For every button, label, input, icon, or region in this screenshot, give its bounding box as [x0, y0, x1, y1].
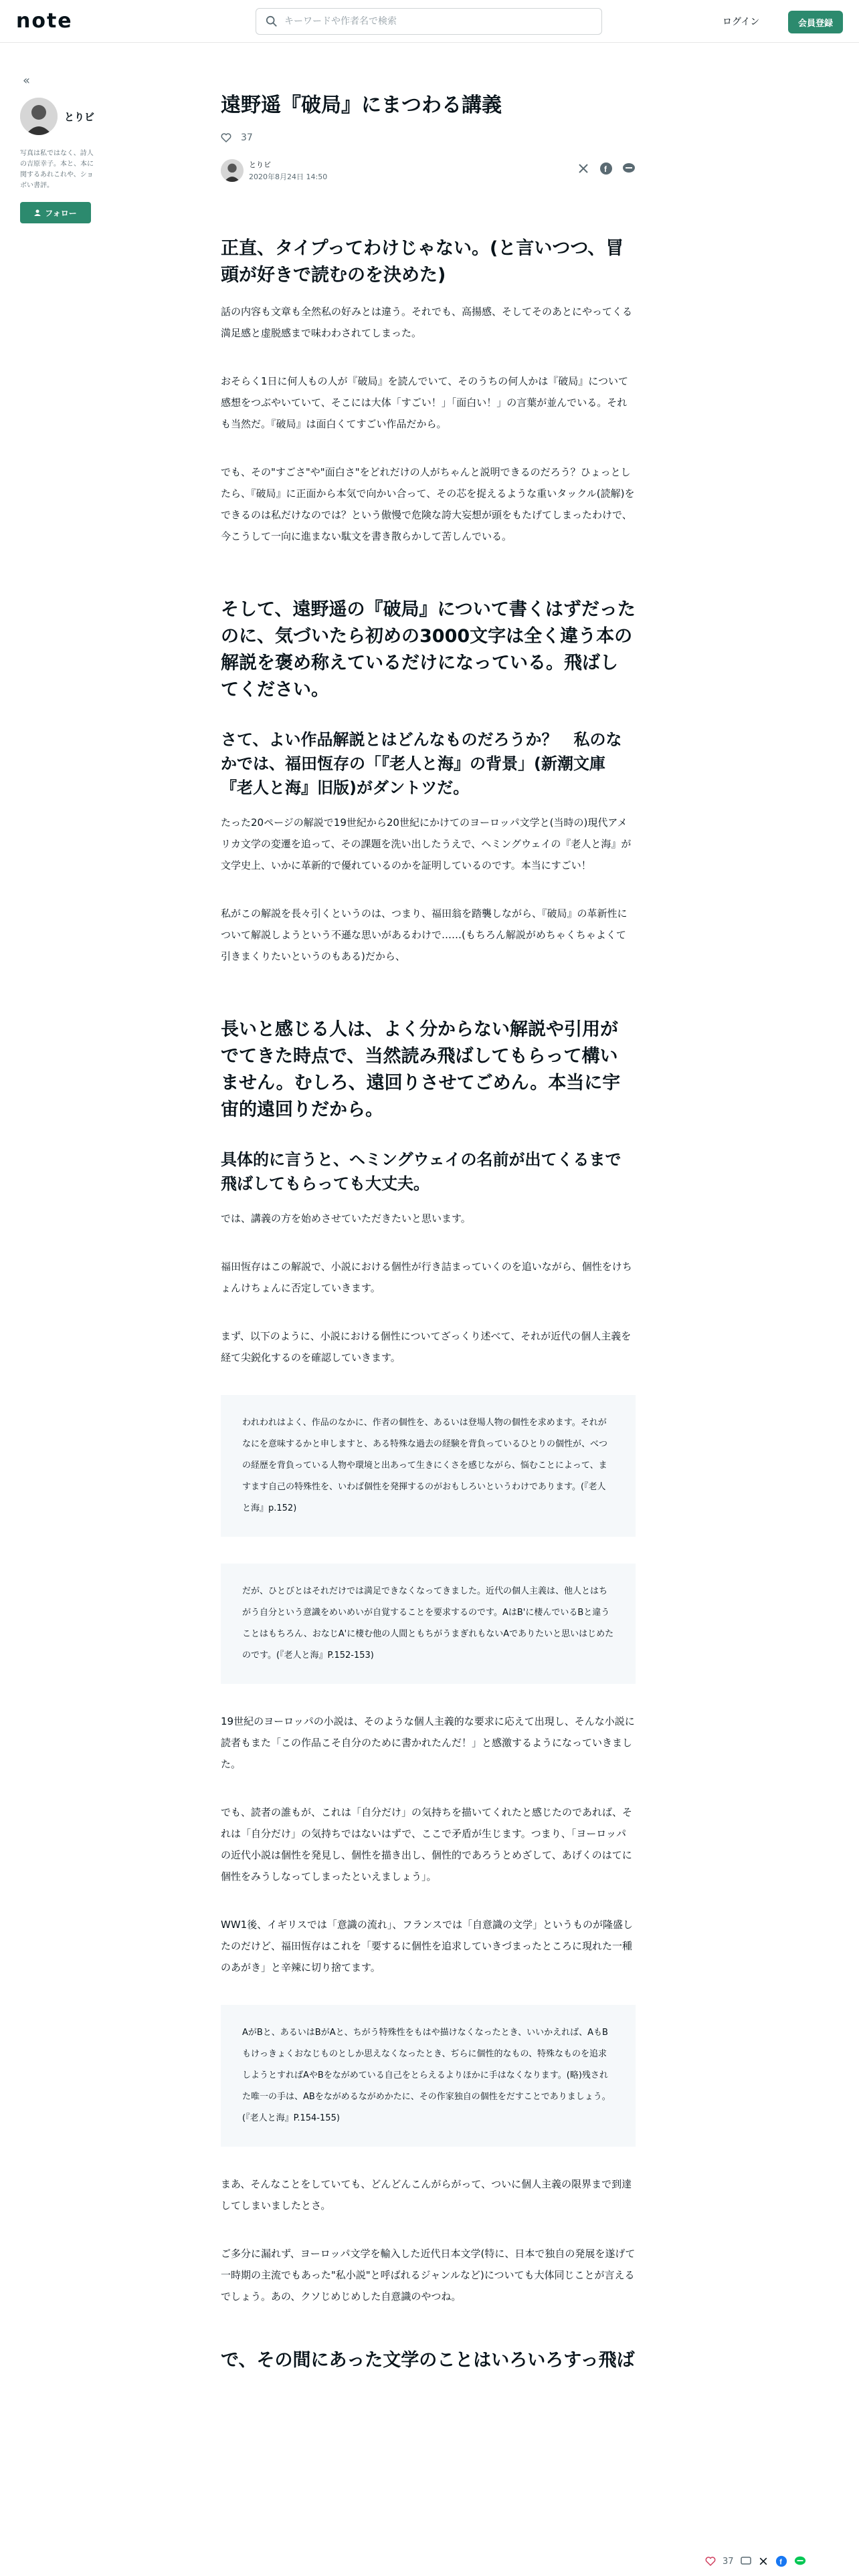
paragraph: 福田恆存はこの解説で、小説における個性が行き詰まっていくのを追いながら、個性をけちょんけちょんに否定していきます。	[221, 1261, 632, 1294]
comment-icon[interactable]	[741, 2556, 751, 2567]
x-share-icon[interactable]	[577, 162, 590, 175]
like-count: 37	[241, 132, 253, 143]
heart-icon[interactable]	[221, 132, 231, 143]
site-header	[0, 0, 859, 43]
paragraph: まず、以下のように、小説における個性についてざっくり述べて、それが近代の個人主義を経て尖鋭化するのを確認していきます。	[221, 1330, 632, 1364]
post-date: 2020年8月24日 14:50	[249, 173, 328, 181]
paragraph: WW1後、イギリスでは「意識の流れ」、フランスでは「自意識の文学」というものが隆盛したのだけど、福田恆存はこれを「要するに個性を追求していきづまったところに現れた一種のあがき」と辛辣に切り捨てます。	[221, 1919, 633, 1973]
paragraph: 19世紀のヨーロッパの小説は、そのような個人主義的な要求に応えて出現し、そんな小説に読者もまた「この作品こそ自分のために書かれたんだ！」と感激するようになっていきました。	[221, 1715, 635, 1770]
collapse-sidebar-icon[interactable]: «	[23, 74, 31, 88]
share-buttons	[577, 162, 636, 175]
search-box[interactable]	[256, 8, 602, 35]
blockquote: だが、ひとびとはそれだけでは満足できなくなってきました。近代の個人主義は、他人とはちがう自分という意識をめいめいが自覚することを要求するのです。AはB'に棲んでいるBと違うことはもちろん、おなじA'に棲む他の人間ともちがうまぎれもないAでありたいと思いはじめたのです。(『老人と海』P.152-153)	[221, 1564, 636, 1684]
note-logo[interactable]: note	[16, 9, 73, 33]
paragraph: では、講義の方を始めさせていただきたいと思います。	[221, 1212, 471, 1224]
paragraph: まあ、そんなことをしていても、どんどんこんがらがって、ついに個人主義の限界まで到達してしまいましたとさ。	[221, 2178, 632, 2212]
x-share-icon[interactable]	[758, 2556, 769, 2567]
paragraph: たった20ページの解説で19世紀から20世紀にかけてのヨーロッパ文学と(当時の)現代アメリカ文学の変遷を追って、その課題を洗い出したうえで、ヘミングウェイの『老人と海』が文学史上、いかに革新的で優れているのかを証明しているのです。本当にすごい！	[221, 817, 632, 871]
sidebar-author-name[interactable]: とりビ	[64, 111, 95, 123]
svg-text:f: f	[779, 2558, 782, 2567]
follow-label: フォロー	[45, 208, 77, 218]
facebook-share-icon[interactable]	[599, 162, 613, 175]
article	[221, 91, 636, 2386]
user-plus-icon	[34, 209, 42, 217]
floating-like-count: 37	[723, 2556, 734, 2567]
paragraph: おそらく1日に何人もの人が『破局』を読んでいて、そのうちの何人かは『破局』について感想をつぶやいていて、そこには大体「すごい！」「面白い！」の言葉が並んでいる。それも当然だ。『破局』は面白くてすごい作品だから。	[221, 375, 628, 430]
paragraph: 話の内容も文章も全然私の好みとは違う。それでも、高揚感、そしてそのあとにやってくる満足感と虚脱感まで味わわされてしまった。	[221, 306, 633, 339]
login-link[interactable]: ログイン	[723, 17, 760, 27]
line-share-icon[interactable]	[794, 2555, 806, 2567]
heading-4: で、その間にあった文学のことはいろいろすっ飛ば	[221, 2350, 635, 2371]
blockquote: われわれはよく、作品のなかに、作者の個性を、あるいは登場人物の個性を求めます。それがなにを意味するかと申しますと、ある特殊な過去の経験を背負っているひとりの個性が、べつの経歴を背負っている人物や環境と出あって生きにくさを感じながら、悩むことによって、ますます自己の特殊性を、いわば個性を発揮するのがおもしろいというわけであります。(『老人と海』p.152)	[221, 1395, 636, 1537]
follow-button[interactable]	[20, 202, 91, 223]
avatar-photo-icon	[221, 159, 244, 182]
paragraph: 私がこの解説を長々引くというのは、つまり、福田翁を踏襲しながら、『破局』の革新性について解説しようという不遜な思いがあるわけで……(もちろん解説がめちゃくちゃよくて引きまくりたいというのもある)だから、	[221, 907, 628, 962]
author-avatar[interactable]	[20, 98, 58, 135]
heading-2: そして、遠野遥の『破局』について書くはずだったのに、気づいたら初めの3000文字は全く違う本の解説を褒め称えているだけになっている。飛ばしてください。	[221, 599, 636, 700]
avatar-photo-icon	[20, 98, 58, 135]
subheading-1: さて、よい作品解説とはどんなものだろうか？ 私のなかでは、福田恆存の「『老人と海』の背景」(新潮文庫『老人と海』旧版)がダントツだ。	[221, 730, 622, 797]
search-input[interactable]	[284, 16, 579, 27]
heart-icon[interactable]	[705, 2556, 716, 2567]
author-row	[221, 158, 636, 185]
sidebar-author-bio: 写真は私ではなく、詩人の吉原幸子。本と、本に関するあれこれや、ショボい書評。	[20, 150, 94, 189]
subheading-2: 具体的に言うと、ヘミングウェイの名前が出てくるまで飛ばしてもらっても大丈夫。	[221, 1150, 622, 1193]
floating-action-bar	[696, 2547, 859, 2576]
signup-button[interactable]: 会員登録	[788, 11, 843, 33]
heading-3: 長いと感じる人は、よく分からない解説や引用がでてきた時点で、当然読み飛ばしてもらって構いません。むしろ、遠回りさせてごめん。本当に宇宙的遠回りだから。	[221, 1019, 621, 1120]
paragraph: でも、その"すごさ"や"面白さ"をどれだけの人がちゃんと説明できるのだろう？ひょっとしたら、『破局』に正面から本気で向かい合って、その芯を捉えるような重いタックル(読解)をできるのは私だけなのでは？という傲慢で危険な誇大妄想が頭をもたげてしまったわけで、今こうして一向に進まない駄文を書き散らかして苦しんでいる。	[221, 466, 635, 542]
author-name[interactable]: とりビ	[249, 160, 271, 169]
blockquote: AがBと、あるいはBがAと、ちがう特殊性をもはや描けなくなったとき、いいかえれば、AもBもけっきょくおなじものとしか思えなくなったとき、ぢらに個性的なもの、特殊なものを追求しようとすればAやBをながめている自己をとらえるよりほかに手はなくなります。(略)残された唯一の手は、ABをながめるながめかたに、その作家独自の個性をだすことでありましょう。(『老人と海』P.154-155)	[221, 2005, 636, 2147]
paragraph: ご多分に漏れず、ヨーロッパ文学を輸入した近代日本文学(特に、日本で独自の発展を遂げて一時期の主流でもあった"私小説"と呼ばれるジャンルなど)についても大体同じことが言えるでしょう。あの、クソじめじめした自意識のやつね。	[221, 2248, 636, 2302]
article-title: 遠野遥『破局』にまつわる講義	[221, 94, 502, 117]
paragraph: でも、読者の誰もが、これは「自分だけ」の気持ちを描いてくれたと感じたのであれば、それは「自分だけ」の気持ちではないはずで、ここで矛盾が生じます。つまり、「ヨーロッパの近代小説は個性を発見し、個性を描き出し、個性的であろうとめざして、あげくのはてに個性をみうしなってしまったといえましょう」。	[221, 1806, 633, 1883]
search-icon	[266, 15, 278, 27]
heading-1: 正直、タイプってわけじゃない。(と言いつつ、冒頭が好きで読むのを決めた)	[221, 238, 624, 286]
article-body	[221, 235, 636, 2374]
facebook-share-icon[interactable]	[775, 2555, 787, 2567]
author-small-avatar[interactable]	[221, 159, 244, 182]
line-share-icon[interactable]	[622, 162, 636, 175]
likes-row	[221, 132, 636, 143]
svg-text:f: f	[604, 165, 607, 174]
